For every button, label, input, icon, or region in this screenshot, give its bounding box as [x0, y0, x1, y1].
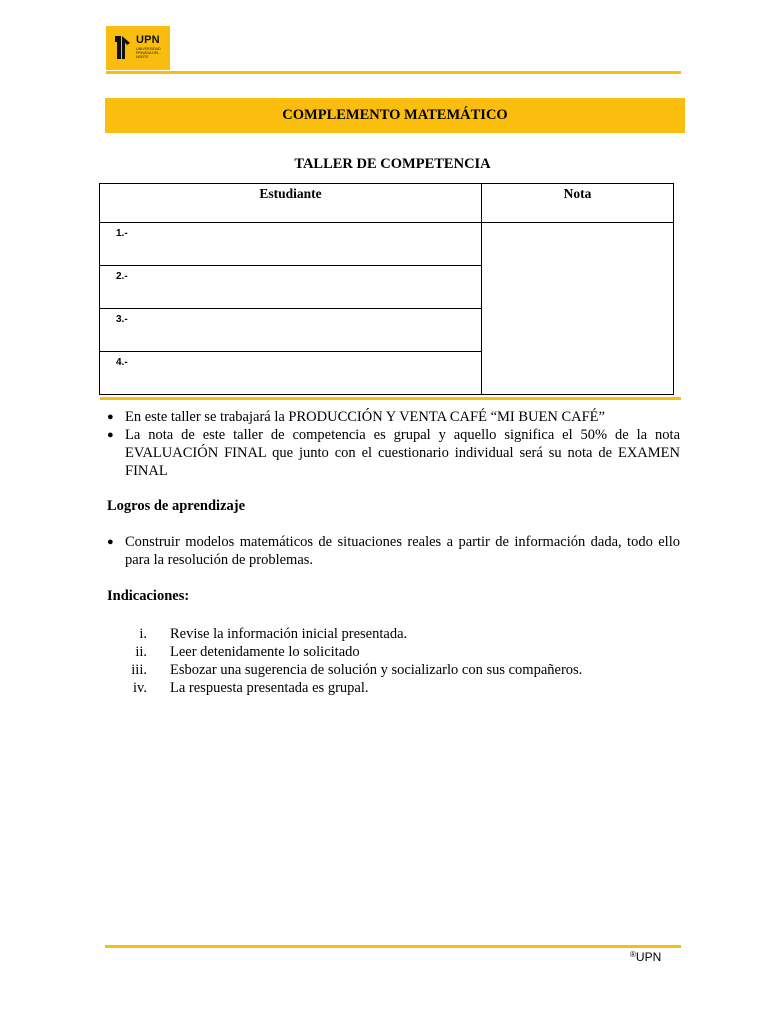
student-cell: 3.-	[100, 309, 482, 352]
indicaciones-heading: Indicaciones:	[107, 588, 190, 604]
item-number: i.	[139, 626, 147, 642]
list-item	[107, 643, 680, 661]
info-bullets	[107, 408, 680, 605]
registered-symbol: ®	[630, 950, 636, 959]
course-banner	[105, 98, 685, 133]
table-header-row	[100, 184, 674, 223]
bullet-icon: ●	[107, 411, 114, 423]
section-rule	[100, 397, 681, 400]
torch-icon	[106, 26, 136, 70]
bullet-icon: ●	[107, 429, 114, 441]
list-item	[107, 661, 680, 679]
logo-subtext: UNIVERSIDAD PRIVADA DEL NORTE	[136, 47, 161, 60]
item-text: Esbozar una sugerencia de solución y socializarlo con sus compañeros.	[170, 662, 583, 678]
student-cell: 4.-	[100, 352, 482, 395]
logros-heading: Logros de aprendizaje	[107, 498, 246, 514]
item-text: Leer detenidamente lo solicitado	[170, 644, 360, 660]
list-item	[107, 679, 680, 697]
indicaciones-list	[107, 625, 680, 697]
item-text: Revise la información inicial presentada.	[170, 626, 408, 642]
upn-logo	[106, 26, 170, 70]
list-item	[107, 426, 680, 480]
bullet-text: En este taller se trabajará la PRODUCCIÓN Y VENTA CAFÉ “MI BUEN CAFÉ”	[125, 409, 605, 425]
footer-copyright	[630, 950, 661, 964]
bullet-text: La nota de este taller de competencia es grupal y aquello significa el 50% de la nota EVALUACIÓN FINAL que junto con el cuestionario individual será su nota de EXAMEN FINAL	[125, 427, 680, 479]
bullet-text: Construir modelos matemáticos de situaciones reales a partir de información dada, todo ello para la resolución de problemas.	[125, 534, 680, 568]
course-title: COMPLEMENTO MATEMÁTICO	[282, 107, 508, 123]
student-cell: 2.-	[100, 266, 482, 309]
footer-rule	[105, 945, 681, 948]
item-number: iii.	[131, 662, 147, 678]
footer-text: UPN	[635, 950, 662, 964]
list-item	[107, 408, 680, 426]
student-cell: 1.-	[100, 223, 482, 266]
header-nota: Nota	[482, 184, 674, 223]
student-table	[99, 183, 674, 395]
item-text: La respuesta presentada es grupal.	[170, 680, 369, 696]
header-estudiante: Estudiante	[100, 184, 482, 223]
table-row	[100, 223, 674, 266]
list-item	[107, 533, 680, 569]
item-number: ii.	[135, 644, 147, 660]
logo-wordmark: UPN	[136, 34, 160, 46]
item-number: iv.	[133, 680, 147, 696]
list-item	[107, 625, 680, 643]
bullet-icon: ●	[107, 536, 114, 548]
workshop-title: TALLER DE COMPETENCIA	[294, 156, 491, 172]
header-rule	[106, 71, 681, 74]
grade-cell	[482, 223, 674, 395]
